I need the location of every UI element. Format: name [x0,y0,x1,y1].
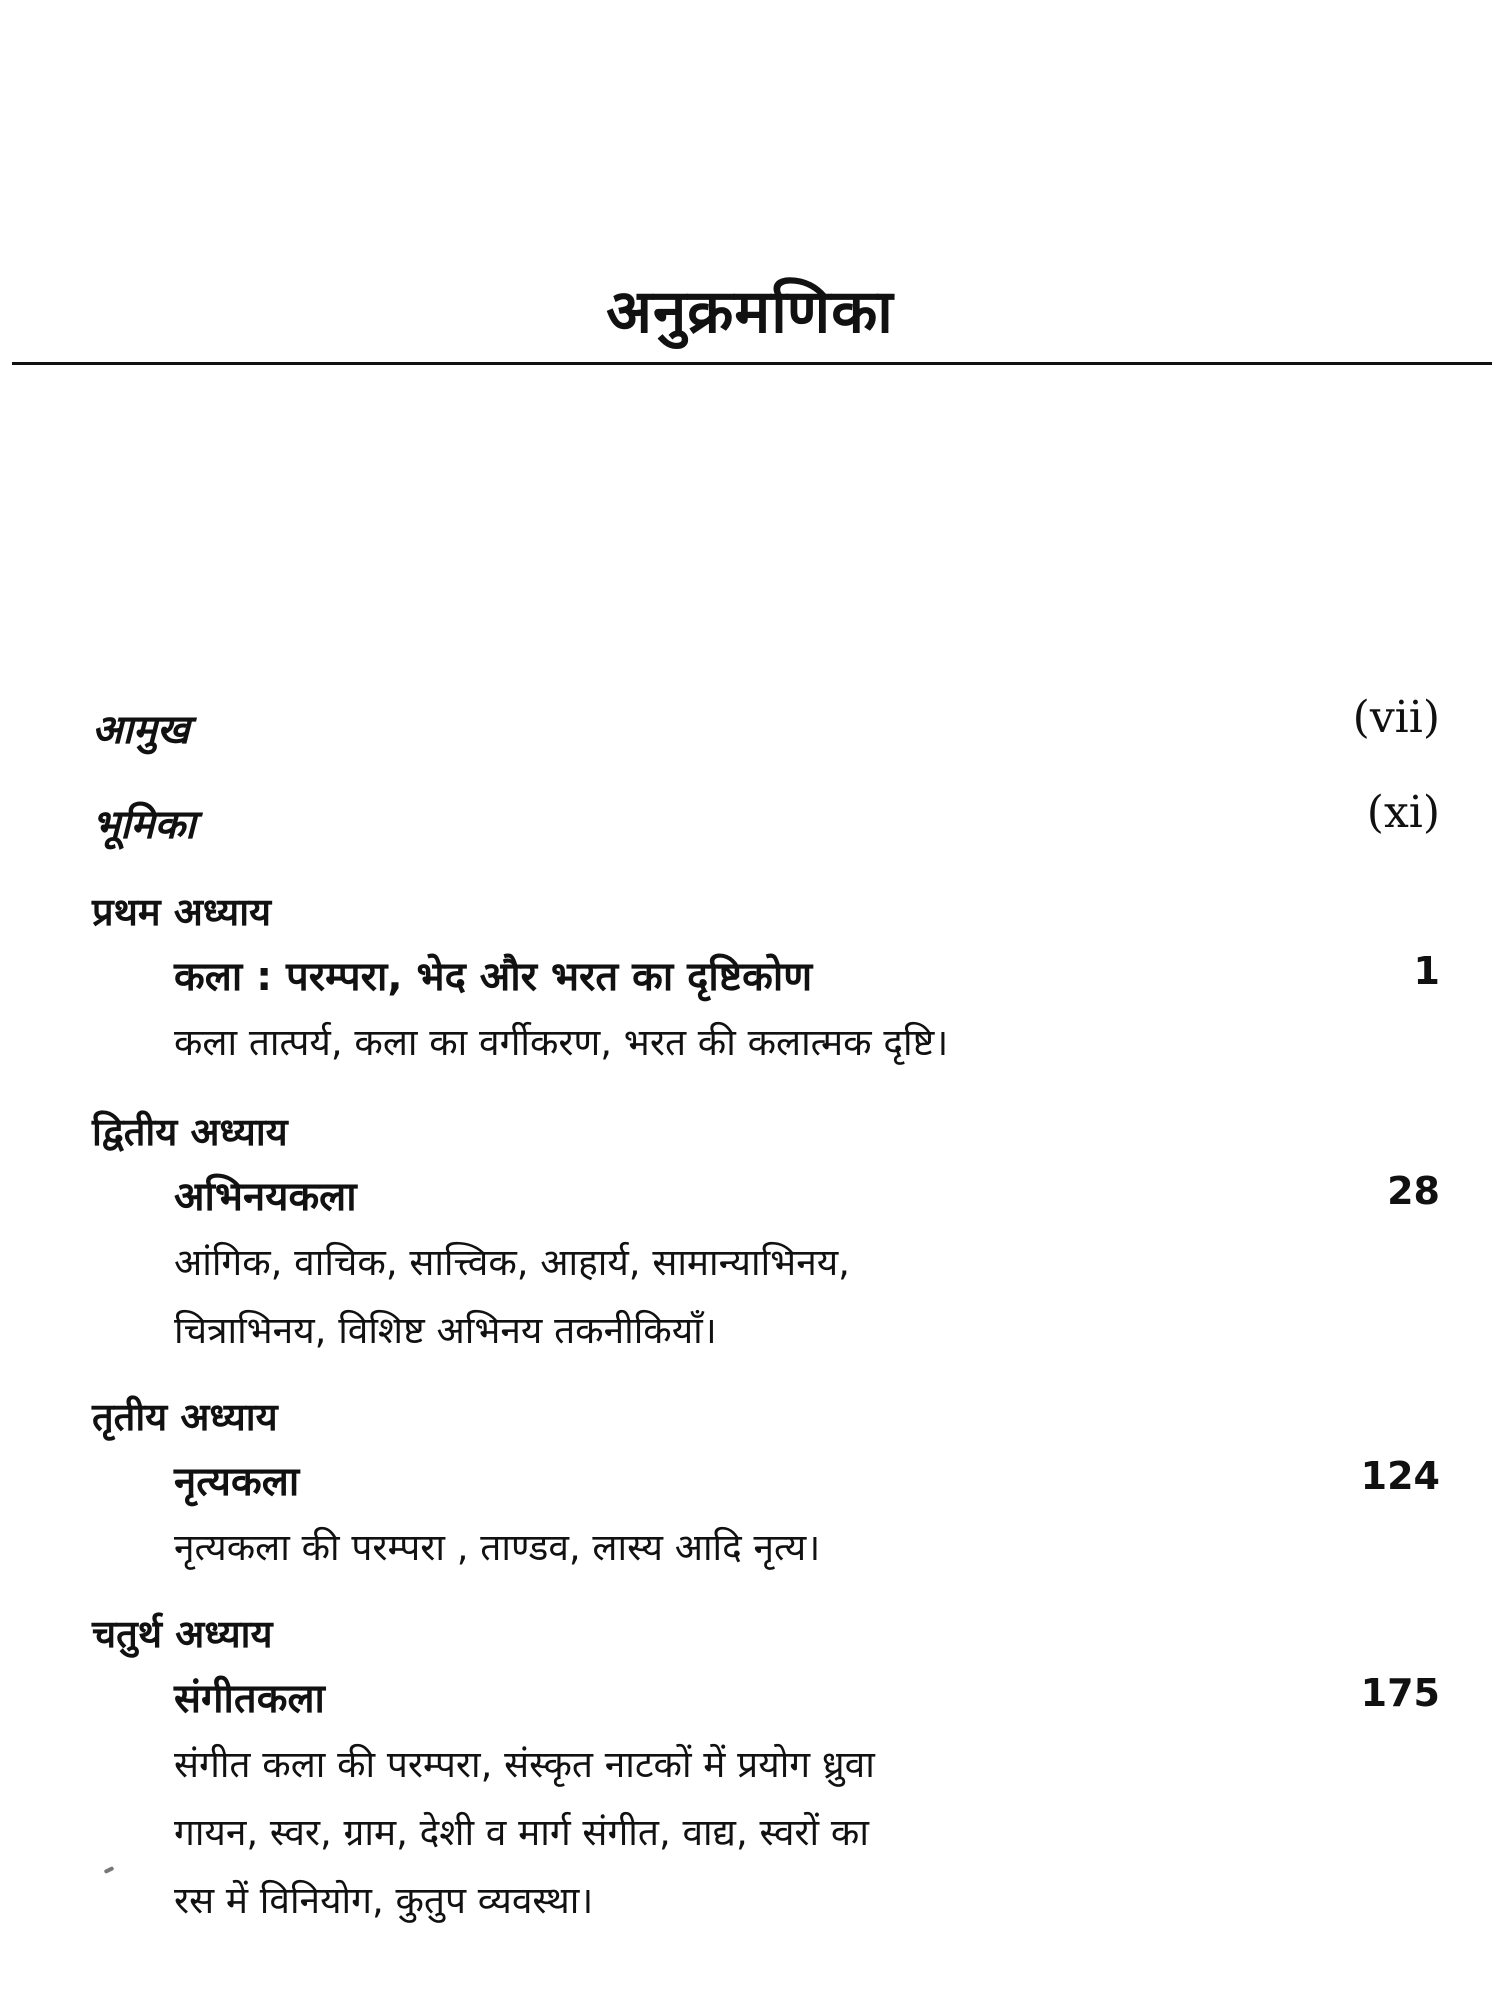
scan-speck [104,1866,115,1874]
chapter-title[interactable]: कला : परम्परा, भेद और भरत का दृष्टिकोण [174,954,813,1000]
chapter-label: द्वितीय अध्याय [92,1110,288,1154]
toc-page-number: 1 [1413,949,1440,993]
title-divider [12,362,1492,365]
toc-entry-label: आमुख [92,707,190,753]
toc-page-number: (xi) [1366,787,1440,838]
chapter-description-line: कला तात्पर्य, कला का वर्गीकरण, भरत की कलात्मक दृष्टि। [174,1021,949,1064]
chapter-title[interactable]: अभिनयकला [174,1174,357,1220]
chapter-description-line: नृत्यकला की परम्परा , ताण्डव, लास्य आदि नृत्य। [174,1526,821,1569]
page-title: अनुक्रमणिका [606,277,894,347]
toc-page-number: 175 [1360,1671,1440,1715]
chapter-description-line: रस में विनियोग, कुतुप व्यवस्था। [174,1879,594,1922]
toc-entry-label: भूमिका [92,802,196,848]
chapter-description-line: गायन, स्वर, ग्राम, देशी व मार्ग संगीत, वाद्य, स्वरों का [174,1811,869,1854]
chapter-label: चतुर्थ अध्याय [92,1612,273,1656]
chapter-label: तृतीय अध्याय [92,1395,278,1439]
chapter-description-line: आंगिक, वाचिक, सात्त्विक, आहार्य, सामान्याभिनय, [174,1241,850,1284]
toc-page-number: 124 [1360,1454,1440,1498]
toc-page-number: 28 [1387,1169,1440,1213]
chapter-title[interactable]: नृत्यकला [174,1459,300,1505]
toc-page-number: (vii) [1352,692,1440,743]
chapter-title[interactable]: संगीतकला [174,1676,325,1722]
chapter-description-line: चित्राभिनय, विशिष्ट अभिनय तकनीकियाँ। [174,1309,717,1352]
chapter-description-line: संगीत कला की परम्परा, संस्कृत नाटकों में प्रयोग ध्रुवा [174,1743,875,1786]
chapter-label: प्रथम अध्याय [92,890,272,934]
